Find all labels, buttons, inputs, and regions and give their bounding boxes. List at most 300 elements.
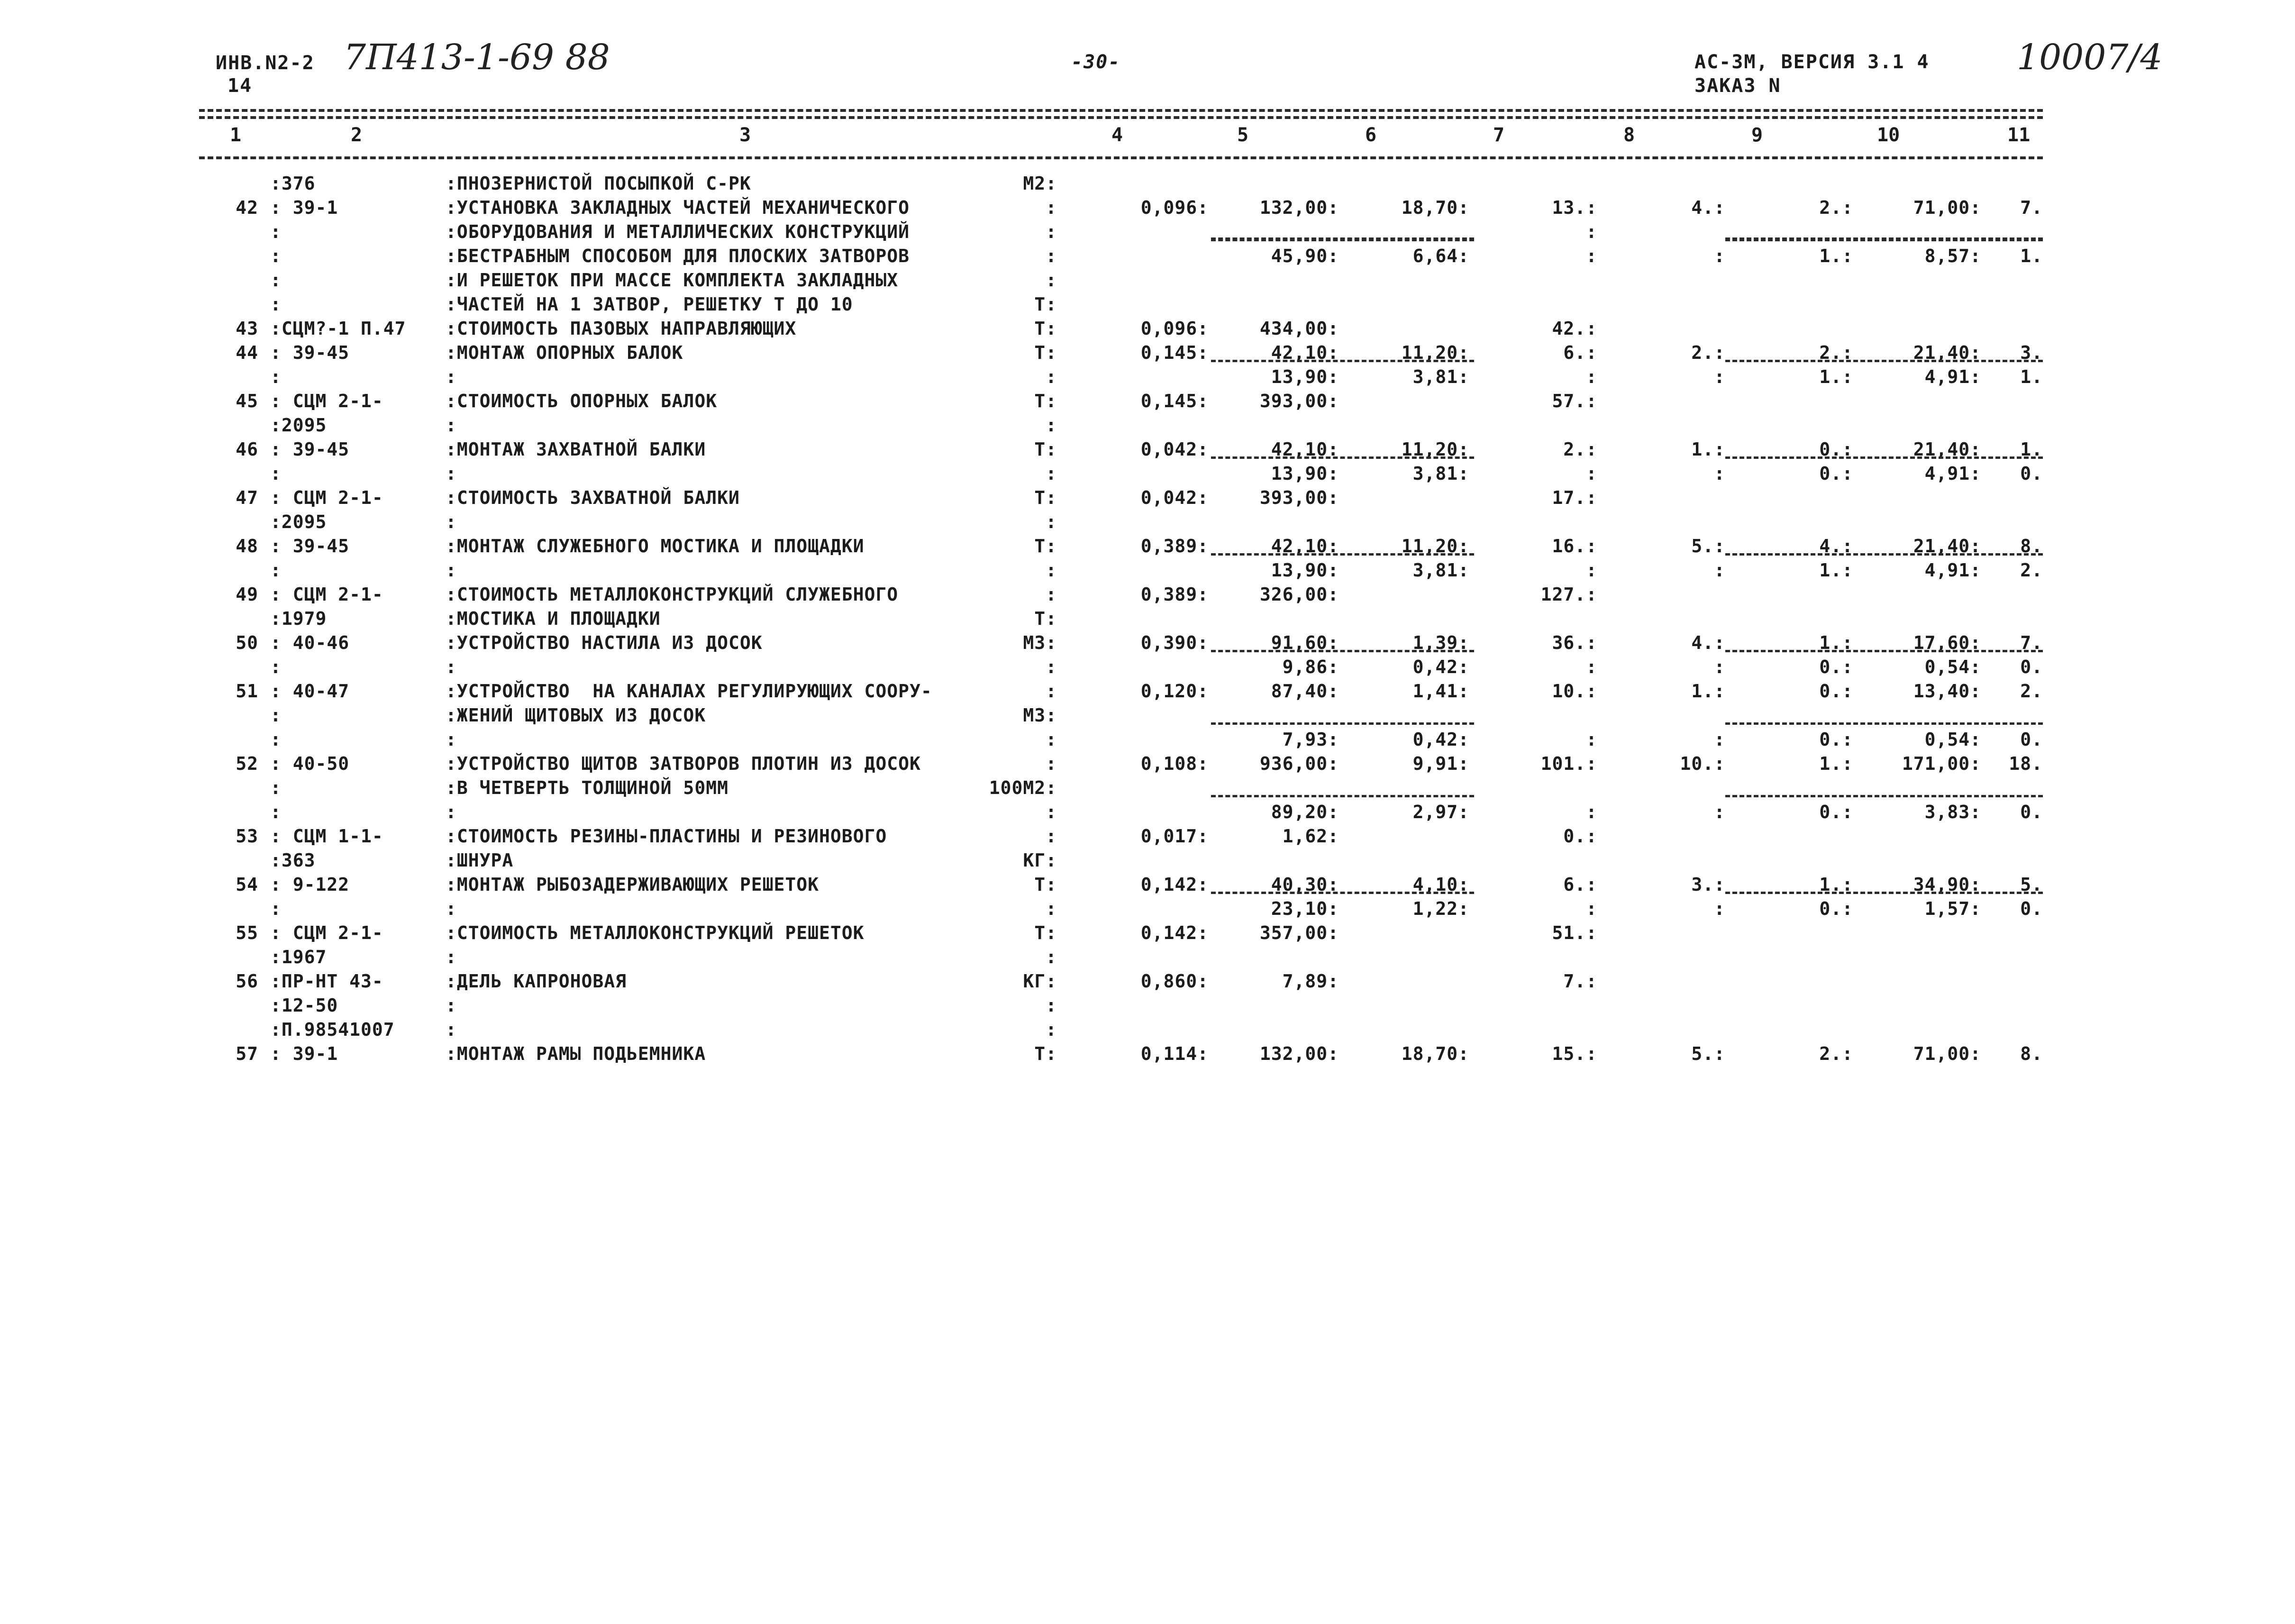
cell-c9: 1.: <box>1819 246 1853 266</box>
cell-c7: 6.: <box>1563 342 1597 363</box>
cell-c5: 434,00: <box>1259 318 1339 339</box>
cell-c11: 3. <box>2020 342 2043 363</box>
table-row <box>0 173 2295 197</box>
cell-c7: : <box>1586 221 1597 242</box>
column-header-11: 11 <box>2007 124 2031 146</box>
cell-c5: 357,00: <box>1259 922 1339 943</box>
cell-c6: 11,20: <box>1401 439 1469 460</box>
cell-c7: : <box>1586 657 1597 677</box>
column-header-4: 4 <box>1111 124 1123 146</box>
cell-unit: : <box>1046 560 1057 581</box>
table-row <box>0 802 2295 825</box>
cell-c7: 17.: <box>1552 487 1597 508</box>
cell-c10: 21,40: <box>1913 342 1981 363</box>
cell-unit: : <box>1046 753 1057 774</box>
cell-code: : <box>270 898 282 919</box>
cell-n: 47 <box>236 487 258 508</box>
cell-unit: КГ: <box>1023 850 1057 871</box>
cell-code: : 39-45 <box>270 342 350 363</box>
cell-desc: : <box>446 995 457 1016</box>
cell-c7: : <box>1586 898 1597 919</box>
cell-code: : <box>270 463 282 484</box>
cell-c7: 13.: <box>1552 197 1597 218</box>
cell-c8: : <box>1714 657 1725 677</box>
column-header-7: 7 <box>1493 124 1505 146</box>
cell-c5: 9,86: <box>1282 657 1339 677</box>
cell-c7: : <box>1586 560 1597 581</box>
cell-c7: 6.: <box>1563 874 1597 895</box>
cell-c4: 0,389: <box>1140 584 1209 605</box>
cell-code: :363 <box>270 850 316 871</box>
cell-code: : <box>270 246 282 266</box>
table-row-item-51 <box>0 681 2295 704</box>
cell-unit: : <box>1046 511 1057 532</box>
cell-unit: : <box>1046 366 1057 387</box>
table-row-item-52 <box>0 753 2295 777</box>
table-row <box>0 1019 2295 1043</box>
cell-c9: 0.: <box>1819 439 1853 460</box>
cell-c8: 3.: <box>1691 874 1725 895</box>
cell-c11: 2. <box>2020 681 2043 702</box>
cell-c6: 6,64: <box>1412 246 1469 266</box>
program-version: АС-3М, ВЕРСИЯ 3.1 4 <box>1694 51 1930 73</box>
cell-c6: 9,91: <box>1412 753 1469 774</box>
cell-code: : 40-46 <box>270 632 350 653</box>
cell-desc: :УСТРОЙСТВО НАСТИЛА ИЗ ДОСОК <box>446 632 763 653</box>
cell-code: :СЦМ?-1 П.47 <box>270 318 406 339</box>
cell-unit: М2: <box>1023 173 1057 194</box>
cell-c6: 3,81: <box>1412 463 1469 484</box>
cell-desc: :БЕСТРАБНЫМ СПОСОБОМ ДЛЯ ПЛОСКИХ ЗАТВОРОВ <box>446 246 910 266</box>
cell-c9: 1.: <box>1819 560 1853 581</box>
cell-n: 46 <box>236 439 258 460</box>
cell-c5: 393,00: <box>1259 391 1339 411</box>
table-row <box>0 850 2295 874</box>
cell-c7: : <box>1586 463 1597 484</box>
cell-c7: 15.: <box>1552 1043 1597 1064</box>
table-row <box>0 777 2295 801</box>
table-row <box>0 415 2295 438</box>
cell-n: 44 <box>236 342 258 363</box>
cell-c10: 71,00: <box>1913 1043 1981 1064</box>
cell-c5: 13,90: <box>1271 463 1339 484</box>
cell-c5: 23,10: <box>1271 898 1339 919</box>
cell-code: : 40-50 <box>270 753 350 774</box>
cell-c8: 5.: <box>1691 1043 1725 1064</box>
cell-unit: Т: <box>1034 439 1057 460</box>
cell-c4: 0,390: <box>1140 632 1209 653</box>
cell-c8: : <box>1714 802 1725 822</box>
cell-c9: 2.: <box>1819 342 1853 363</box>
table-row-item-54 <box>0 874 2295 898</box>
cell-unit: : <box>1046 802 1057 822</box>
cell-unit: Т: <box>1034 318 1057 339</box>
cell-c5: 40,30: <box>1271 874 1339 895</box>
cell-c8: : <box>1714 246 1725 266</box>
cell-c7: 101.: <box>1540 753 1597 774</box>
cell-c7: 16.: <box>1552 536 1597 557</box>
table-row-item-46 <box>0 439 2295 463</box>
cell-c7: : <box>1586 729 1597 750</box>
cell-c11: 0. <box>2020 729 2043 750</box>
cell-c7: : <box>1586 366 1597 387</box>
cell-unit: : <box>1046 221 1057 242</box>
cell-c10: 71,00: <box>1913 197 1981 218</box>
cell-unit: Т: <box>1034 391 1057 411</box>
cell-desc: :МОНТАЖ ЗАХВАТНОЙ БАЛКИ <box>446 439 706 460</box>
cell-unit: : <box>1046 947 1057 967</box>
cell-unit: : <box>1046 898 1057 919</box>
cell-desc: :СТОИМОСТЬ МЕТАЛЛОКОНСТРУКЦИЙ РЕШЕТОК <box>446 922 865 943</box>
cell-c9: 0.: <box>1819 802 1853 822</box>
table-row <box>0 657 2295 680</box>
cell-code: : 39-1 <box>270 197 338 218</box>
cell-desc: :СТОИМОСТЬ ОПОРНЫХ БАЛОК <box>446 391 718 411</box>
cell-n: 42 <box>236 197 258 218</box>
cell-desc: :СТОИМОСТЬ МЕТАЛЛОКОНСТРУКЦИЙ СЛУЖЕБНОГО <box>446 584 899 605</box>
cell-desc: : <box>446 657 457 677</box>
inventory-number: ИНВ.N2-2 <box>216 52 315 74</box>
cell-c7: : <box>1586 802 1597 822</box>
table-row <box>0 560 2295 584</box>
cell-c4: 0,096: <box>1140 197 1209 218</box>
cell-c10: 0,54: <box>1924 729 1981 750</box>
cell-unit: : <box>1046 995 1057 1016</box>
cell-n: 57 <box>236 1043 258 1064</box>
cell-c5: 13,90: <box>1271 560 1339 581</box>
subtotal-divider <box>1211 650 1474 652</box>
cell-c9: 0.: <box>1819 729 1853 750</box>
cell-n: 56 <box>236 971 258 992</box>
table-row <box>0 729 2295 753</box>
cell-code: : 40-47 <box>270 681 350 702</box>
cell-code: : СЦМ 2-1- <box>270 487 383 508</box>
cell-c9: 1.: <box>1819 632 1853 653</box>
cell-c6: 18,70: <box>1401 1043 1469 1064</box>
cell-c11: 1. <box>2020 366 2043 387</box>
subtotal-divider <box>1211 795 1474 797</box>
cell-unit: КГ: <box>1023 971 1057 992</box>
cell-c10: 4,91: <box>1924 560 1981 581</box>
cell-c10: 0,54: <box>1924 657 1981 677</box>
order-number-label: ЗАКАЗ N <box>1694 75 1781 97</box>
table-row-item-55 <box>0 922 2295 946</box>
cell-c10: 4,91: <box>1924 366 1981 387</box>
cell-code: :ПР-НТ 43- <box>270 971 383 992</box>
cell-c5: 45,90: <box>1271 246 1339 266</box>
cell-desc: :СТОИМОСТЬ ПАЗОВЫХ НАПРАВЛЯЮЩИХ <box>446 318 797 339</box>
cell-c7: 127.: <box>1540 584 1597 605</box>
cell-c8: : <box>1714 729 1725 750</box>
cell-c9: 2.: <box>1819 197 1853 218</box>
cell-n: 48 <box>236 536 258 557</box>
cell-c5: 326,00: <box>1259 584 1339 605</box>
cell-c7: 2.: <box>1563 439 1597 460</box>
cell-unit: : <box>1046 1019 1057 1040</box>
cell-c8: 2.: <box>1691 342 1725 363</box>
cell-c11: 0. <box>2020 463 2043 484</box>
cell-c10: 13,40: <box>1913 681 1981 702</box>
cell-c11: 18. <box>2009 753 2043 774</box>
cell-n: 52 <box>236 753 258 774</box>
column-header-10: 10 <box>1877 124 1900 146</box>
cell-unit: : <box>1046 681 1057 702</box>
cell-c5: 132,00: <box>1259 197 1339 218</box>
cell-unit: Т: <box>1034 487 1057 508</box>
cell-c11: 0. <box>2020 898 2043 919</box>
column-header-1: 1 <box>230 124 242 146</box>
cell-c6: 18,70: <box>1401 197 1469 218</box>
cell-c7: 7.: <box>1563 971 1597 992</box>
subtotal-divider <box>1725 553 2043 556</box>
cell-c8: : <box>1714 463 1725 484</box>
cell-c5: 89,20: <box>1271 802 1339 822</box>
table-row-item-44 <box>0 342 2295 366</box>
cell-c5: 1,62: <box>1282 826 1339 847</box>
cell-c4: 0,145: <box>1140 391 1209 411</box>
cell-desc: :МОНТАЖ ОПОРНЫХ БАЛОК <box>446 342 683 363</box>
cell-desc: :УСТРОЙСТВО ЩИТОВ ЗАТВОРОВ ПЛОТИН ИЗ ДОСОК <box>446 753 921 774</box>
cell-c10: 34,90: <box>1913 874 1981 895</box>
cell-unit: Т: <box>1034 294 1057 315</box>
cell-c5: 936,00: <box>1259 753 1339 774</box>
cell-desc: :ЧАСТЕЙ НА 1 ЗАТВОР, РЕШЕТКУ Т ДО 10 <box>446 294 853 315</box>
cell-code: : СЦМ 1-1- <box>270 826 383 847</box>
cell-c9: 1.: <box>1819 366 1853 387</box>
cell-code: : <box>270 729 282 750</box>
cell-n: 43 <box>236 318 258 339</box>
cell-c8: : <box>1714 898 1725 919</box>
cell-c4: 0,017: <box>1140 826 1209 847</box>
cell-desc: :И РЕШЕТОК ПРИ МАССЕ КОМПЛЕКТА ЗАКЛАДНЫХ <box>446 270 899 291</box>
table-row-item-48 <box>0 536 2295 559</box>
subtotal-divider <box>1725 221 2043 240</box>
table-row-item-43 <box>0 318 2295 342</box>
table-row-item-56 <box>0 971 2295 994</box>
cell-code: :2095 <box>270 415 327 436</box>
cell-code: : <box>270 294 282 315</box>
table-row <box>0 270 2295 293</box>
table-row-item-57 <box>0 1043 2295 1067</box>
subtotal-divider <box>1725 456 2043 459</box>
cell-c7: : <box>1586 246 1597 266</box>
cell-n: 54 <box>236 874 258 895</box>
cell-c11: 7. <box>2020 632 2043 653</box>
cell-desc: :ОБОРУДОВАНИЯ И МЕТАЛЛИЧЕСКИХ КОНСТРУКЦИЙ <box>446 221 910 242</box>
cell-desc: :СТОИМОСТЬ ЗАХВАТНОЙ БАЛКИ <box>446 487 740 508</box>
cell-desc: :ПНОЗЕРНИСТОЙ ПОСЫПКОЙ С-РК <box>446 173 751 194</box>
cell-code: :П.98541007 <box>270 1019 395 1040</box>
cell-c5: 42,10: <box>1271 342 1339 363</box>
cell-c5: 13,90: <box>1271 366 1339 387</box>
subtotal-divider <box>1725 239 2043 241</box>
cell-desc: : <box>446 802 457 822</box>
cell-unit: Т: <box>1034 922 1057 943</box>
cell-c9: 2.: <box>1819 1043 1853 1064</box>
cell-code: : <box>270 270 282 291</box>
cell-c9: 0.: <box>1819 898 1853 919</box>
cell-code: :12-50 <box>270 995 338 1016</box>
table-row-item-53 <box>0 826 2295 849</box>
cell-unit: М3: <box>1023 705 1057 726</box>
cell-c9: 4.: <box>1819 536 1853 557</box>
cell-c11: 1. <box>2020 246 2043 266</box>
cell-desc: : <box>446 463 457 484</box>
subtotal-divider <box>1211 239 1474 241</box>
cell-code: : 39-45 <box>270 536 350 557</box>
cell-unit: Т: <box>1034 536 1057 557</box>
handwritten-order-number: 10007/4 <box>2017 37 2163 78</box>
subtotal-divider <box>1725 722 2043 725</box>
cell-unit: Т: <box>1034 1043 1057 1064</box>
table-row <box>0 511 2295 535</box>
cell-c6: 4,10: <box>1412 874 1469 895</box>
cell-c10: 3,83: <box>1924 802 1981 822</box>
cell-c8: 1.: <box>1691 439 1725 460</box>
table-row-item-49 <box>0 584 2295 608</box>
cell-desc: :ШНУРА <box>446 850 514 871</box>
subtotal-divider <box>1725 360 2043 362</box>
cell-code: :1979 <box>270 608 327 629</box>
cell-code: : СЦМ 2-1- <box>270 584 383 605</box>
cell-c9: 1.: <box>1819 753 1853 774</box>
column-header-6: 6 <box>1365 124 1377 146</box>
subtotal-divider <box>1211 722 1474 725</box>
cell-code: : <box>270 777 282 798</box>
table-row <box>0 221 2295 245</box>
column-header-9: 9 <box>1751 124 1763 146</box>
cell-n: 49 <box>236 584 258 605</box>
cell-c9: 0.: <box>1819 463 1853 484</box>
table-row-item-50 <box>0 632 2295 656</box>
cell-code: : <box>270 366 282 387</box>
cell-c5: 42,10: <box>1271 439 1339 460</box>
cell-c4: 0,860: <box>1140 971 1209 992</box>
cell-unit: : <box>1046 270 1057 291</box>
cell-c6: 0,42: <box>1412 729 1469 750</box>
cell-c10: 1,57: <box>1924 898 1981 919</box>
column-header-2: 2 <box>351 124 363 146</box>
cell-unit: : <box>1046 657 1057 677</box>
cell-c10: 4,91: <box>1924 463 1981 484</box>
cell-unit: : <box>1046 463 1057 484</box>
cell-c10: 8,57: <box>1924 246 1981 266</box>
cell-c10: 171,00: <box>1902 753 1981 774</box>
cell-unit: : <box>1046 826 1057 847</box>
cell-code: :376 <box>270 173 316 194</box>
cell-unit: : <box>1046 197 1057 218</box>
cell-code: : 39-1 <box>270 1043 338 1064</box>
handwritten-project-code: 7П413-1-69 88 <box>344 37 610 78</box>
column-header-5: 5 <box>1237 124 1249 146</box>
cell-c5: 7,89: <box>1282 971 1339 992</box>
subtotal-divider <box>1211 360 1474 362</box>
cell-c5: 393,00: <box>1259 487 1339 508</box>
cell-c8: 4.: <box>1691 632 1725 653</box>
cell-c11: 0. <box>2020 802 2043 822</box>
cell-c11: 1. <box>2020 439 2043 460</box>
cell-c5: 42,10: <box>1271 536 1339 557</box>
cell-desc: : <box>446 1019 457 1040</box>
cell-c4: 0,114: <box>1140 1043 1209 1064</box>
table-row-item-47 <box>0 487 2295 511</box>
cell-unit: : <box>1046 415 1057 436</box>
cell-c10: 21,40: <box>1913 536 1981 557</box>
cell-c5: 87,40: <box>1271 681 1339 702</box>
cell-c9: 1.: <box>1819 874 1853 895</box>
cell-c5: 91,60: <box>1271 632 1339 653</box>
cell-c4: 0,096: <box>1140 318 1209 339</box>
cell-code: :2095 <box>270 511 327 532</box>
cell-c11: 5. <box>2020 874 2043 895</box>
table-row <box>0 246 2295 269</box>
cell-c11: 8. <box>2020 1043 2043 1064</box>
cell-c11: 7. <box>2020 197 2043 218</box>
cell-code: :1967 <box>270 947 327 967</box>
cell-code: : <box>270 705 282 726</box>
cell-c6: 3,81: <box>1412 366 1469 387</box>
cell-c6: 1,22: <box>1412 898 1469 919</box>
cell-c4: 0,142: <box>1140 874 1209 895</box>
cell-unit: : <box>1046 729 1057 750</box>
cell-c9: 0.: <box>1819 681 1853 702</box>
cell-code: : <box>270 221 282 242</box>
cell-c8: 5.: <box>1691 536 1725 557</box>
cell-c4: 0,142: <box>1140 922 1209 943</box>
table-row <box>0 947 2295 970</box>
table-row <box>0 608 2295 632</box>
subtotal-divider <box>1211 221 1474 240</box>
cell-unit: Т: <box>1034 874 1057 895</box>
cell-code: : СЦМ 2-1- <box>270 391 383 411</box>
cell-unit: 100М2: <box>989 777 1057 798</box>
cell-desc: : <box>446 560 457 581</box>
subtotal-divider <box>1725 892 2043 894</box>
cell-n: 55 <box>236 922 258 943</box>
cell-code: : <box>270 802 282 822</box>
cell-n: 53 <box>236 826 258 847</box>
cell-c9: 0.: <box>1819 657 1853 677</box>
cell-c11: 2. <box>2020 560 2043 581</box>
cell-c11: 8. <box>2020 536 2043 557</box>
cell-desc: :СТОИМОСТЬ РЕЗИНЫ-ПЛАСТИНЫ И РЕЗИНОВОГО <box>446 826 887 847</box>
cell-n: 51 <box>236 681 258 702</box>
cell-desc: :МОНТАЖ СЛУЖЕБНОГО МОСТИКА И ПЛОЩАДКИ <box>446 536 865 557</box>
cell-c4: 0,145: <box>1140 342 1209 363</box>
cell-code: : <box>270 657 282 677</box>
table-row-item-42 <box>0 197 2295 221</box>
subtotal-divider <box>1725 795 2043 797</box>
cell-c4: 0,108: <box>1140 753 1209 774</box>
cell-c4: 0,042: <box>1140 439 1209 460</box>
cell-desc: :МОНТАЖ РЫБОЗАДЕРЖИВАЮЩИХ РЕШЕТОК <box>446 874 819 895</box>
cell-unit: : <box>1046 584 1057 605</box>
column-header-8: 8 <box>1623 124 1635 146</box>
cell-unit: М3: <box>1023 632 1057 653</box>
cell-desc: : <box>446 366 457 387</box>
cell-c7: 36.: <box>1552 632 1597 653</box>
cell-n: 50 <box>236 632 258 653</box>
cell-desc: :УСТАНОВКА ЗАКЛАДНЫХ ЧАСТЕЙ МЕХАНИЧЕСКОГО <box>446 197 910 218</box>
cell-c8: : <box>1714 560 1725 581</box>
table-row <box>0 705 2295 729</box>
cell-c5: 7,93: <box>1282 729 1339 750</box>
cell-c8: 10.: <box>1680 753 1725 774</box>
subtotal-divider <box>1725 650 2043 652</box>
cell-c4: 0,120: <box>1140 681 1209 702</box>
cell-c7: 51.: <box>1552 922 1597 943</box>
cell-desc: :ЖЕНИЙ ЩИТОВЫХ ИЗ ДОСОК <box>446 705 706 726</box>
